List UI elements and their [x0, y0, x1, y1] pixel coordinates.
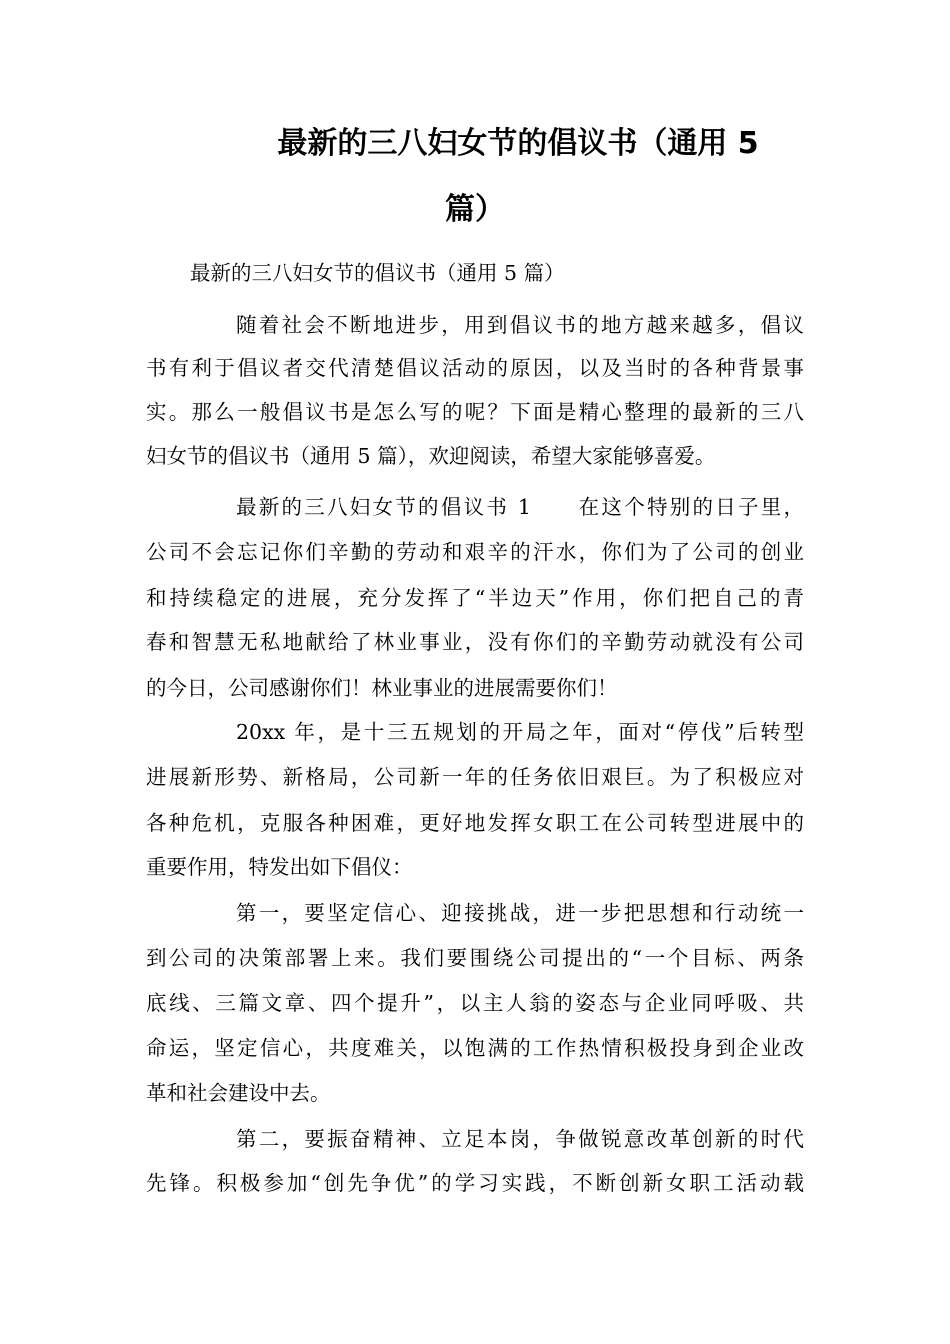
text-line: 第一，要坚定信心、迎接挑战，进一步把思想和行动统一 [236, 901, 804, 925]
text-line: 最新的三八妇女节的倡议书 1 在这个特别的日子里， [236, 495, 804, 519]
text-line: 妇女节的倡议书（通用 5 篇），欢迎阅读，希望大家能够喜爱。 [146, 444, 716, 468]
text-line: 底线、三篇文章、四个提升”，以主人翁的姿态与企业同呼吸、共 [146, 991, 804, 1015]
text-line: 命运，坚定信心，共度难关，以饱满的工作热情积极投身到企业改 [146, 1036, 804, 1060]
text-line: 的今日，公司感谢你们！林业事业的进展需要你们！ [146, 676, 618, 700]
text-line: 第二，要振奋精神、立足本岗，争做锐意改革创新的时代 [236, 1127, 804, 1151]
text-line: 革和社会建设中去。 [146, 1081, 331, 1105]
text-line: 20xx 年，是十三五规划的开局之年，面对“停伐”后转型 [236, 720, 804, 744]
text-line: 书有利于倡议者交代清楚倡议活动的原因，以及当时的各种背景事 [146, 356, 804, 380]
text-line: 春和智慧无私地献给了林业事业，没有你们的辛勤劳动就没有公司 [146, 630, 804, 654]
text-line: 随着社会不断地进步，用到倡议书的地方越来越多，倡议 [236, 313, 804, 337]
text-line: 到公司的决策部署上来。我们要围绕公司提出的“一个目标、两条 [146, 946, 804, 970]
document-title-line-2: 篇） [445, 192, 505, 227]
text-line: 公司不会忘记你们辛勤的劳动和艰辛的汗水，你们为了公司的创业 [146, 540, 804, 564]
text-line: 先锋。积极参加“创先争优”的学习实践，不断创新女职工活动载 [146, 1171, 804, 1195]
document-subtitle: 最新的三八妇女节的倡议书（通用 5 篇） [190, 261, 565, 285]
text-line: 重要作用，特发出如下倡仪： [146, 855, 413, 879]
text-line: 各种危机，克服各种困难，更好地发挥女职工在公司转型进展中的 [146, 811, 804, 835]
text-line: 实。那么一般倡议书是怎么写的呢？下面是精心整理的最新的三八 [146, 400, 804, 424]
text-line: 和持续稳定的进展，充分发挥了“半边天”作用，你们把自己的青 [146, 586, 804, 610]
text-line: 进展新形势、新格局，公司新一年的任务依旧艰巨。为了积极应对 [146, 765, 804, 789]
document-title-line-1: 最新的三八妇女节的倡议书（通用 5 [277, 126, 759, 161]
